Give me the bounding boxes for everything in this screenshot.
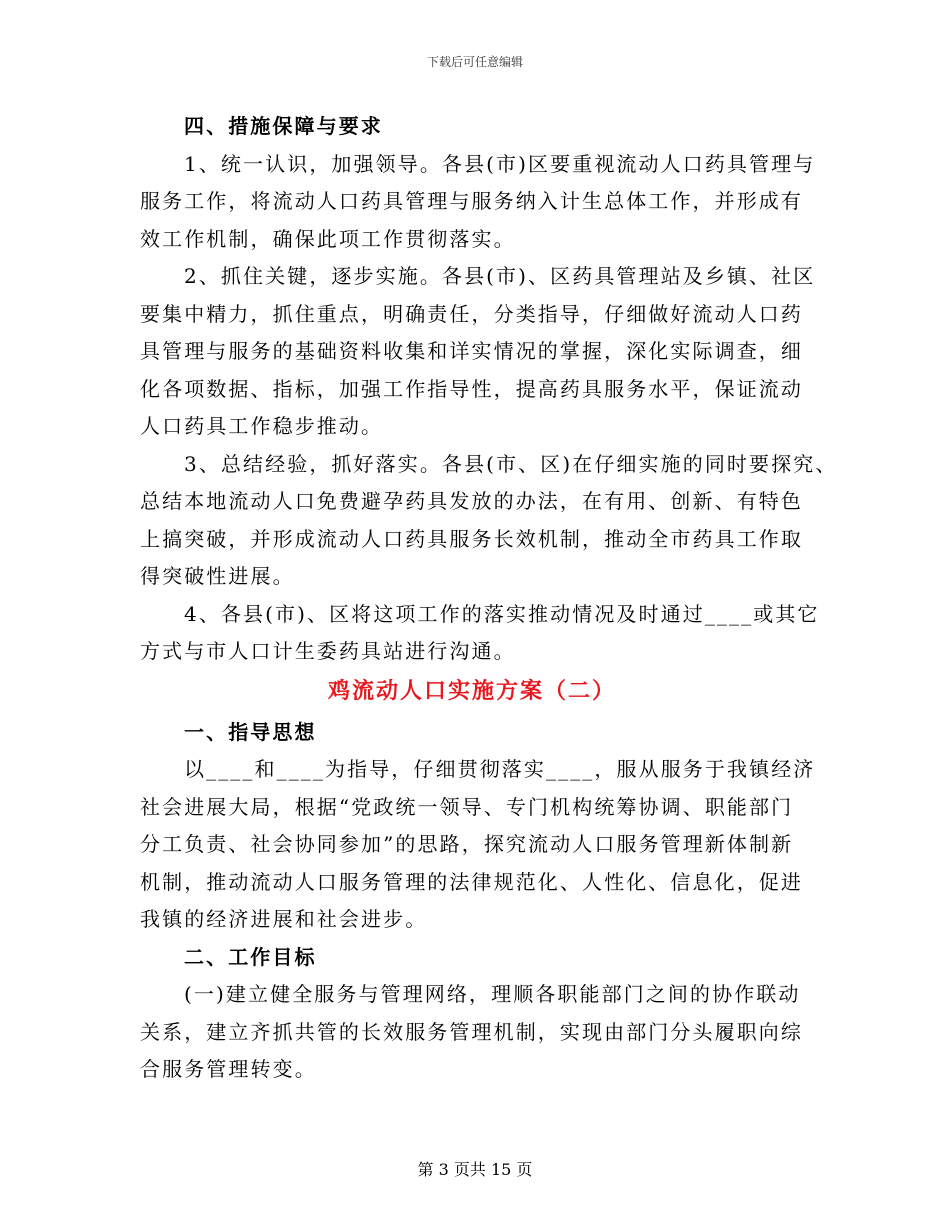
paragraph-line: 合服务管理转变。 [140, 1057, 317, 1081]
paragraph-line: 4、各县(市)、区将这项工作的落实推动情况及时通过____或其它 [184, 601, 820, 626]
page-footer: 第 3 页共 15 页 [417, 1160, 533, 1179]
paragraph-line: 社会进展大局，根据“党政统一领导、专门机构统筹协调、职能部门 [140, 794, 794, 819]
paragraph-line: 我镇的经济进展和社会进步。 [140, 907, 428, 931]
paragraph-line: 分工负责、社会协同参加”的思路，探究流动人口服务管理新体制新 [140, 832, 794, 856]
paragraph-line: 1、统一认识，加强领导。各县(市)区要重视流动人口药具管理与 [184, 151, 816, 176]
paragraph-line: 具管理与服务的基础资料收集和详实情况的掌握，深化实际调查，细 [140, 339, 803, 363]
paragraph-line: 人口药具工作稳步推动。 [140, 414, 384, 438]
header-note: 下载后可任意编辑 [426, 55, 523, 69]
paragraph-line: 效工作机制，确保此项工作贯彻落实。 [140, 226, 516, 251]
paragraph-line: 机制，推动流动人口服务管理的法律规范化、人性化、信息化，促进 [140, 869, 803, 894]
section-heading-measures: 四、措施保障与要求 [184, 114, 383, 138]
paragraph-line: 方式与市人口计生委药具站进行沟通。 [140, 639, 516, 663]
paragraph-line: (一)建立健全服务与管理网络，理顺各职能部门之间的协作联动 [184, 982, 801, 1006]
paragraph-line: 总结本地流动人口免费避孕药具发放的办法，在有用、创新、有特色 [140, 489, 803, 513]
document-body [140, 108, 838, 1089]
paragraph-line: 3、总结经验，抓好落实。各县(市、区)在仔细实施的同时要探究、 [184, 451, 838, 476]
paragraph-line: 上搞突破，并形成流动人口药具服务长效机制，推动全市药具工作取 [140, 526, 803, 551]
paragraph-line: 2、抓住关键，逐步实施。各县(市)、区药具管理站及乡镇、社区 [184, 264, 816, 288]
paragraph-line: 化各项数据、指标，加强工作指导性，提高药具服务水平，保证流动 [140, 376, 803, 401]
paragraph-line: 服务工作，将流动人口药具管理与服务纳入计生总体工作，并形成有 [140, 189, 803, 213]
section-heading-guiding-thought: 一、指导思想 [184, 719, 317, 744]
section-heading-work-goals: 二、工作目标 [184, 944, 317, 969]
document-title: 鸡流动人口实施方案（二） [327, 678, 616, 704]
paragraph-line: 得突破性进展。 [140, 564, 295, 588]
paragraph-line: 以____和____为指导，仔细贯彻落实____，服从服务于我镇经济 [184, 757, 816, 781]
paragraph-line: 关系，建立齐抓共管的长效服务管理机制，实现由部门分头履职向综 [140, 1019, 803, 1044]
paragraph-line: 要集中精力，抓住重点，明确责任，分类指导，仔细做好流动人口药 [140, 301, 803, 326]
